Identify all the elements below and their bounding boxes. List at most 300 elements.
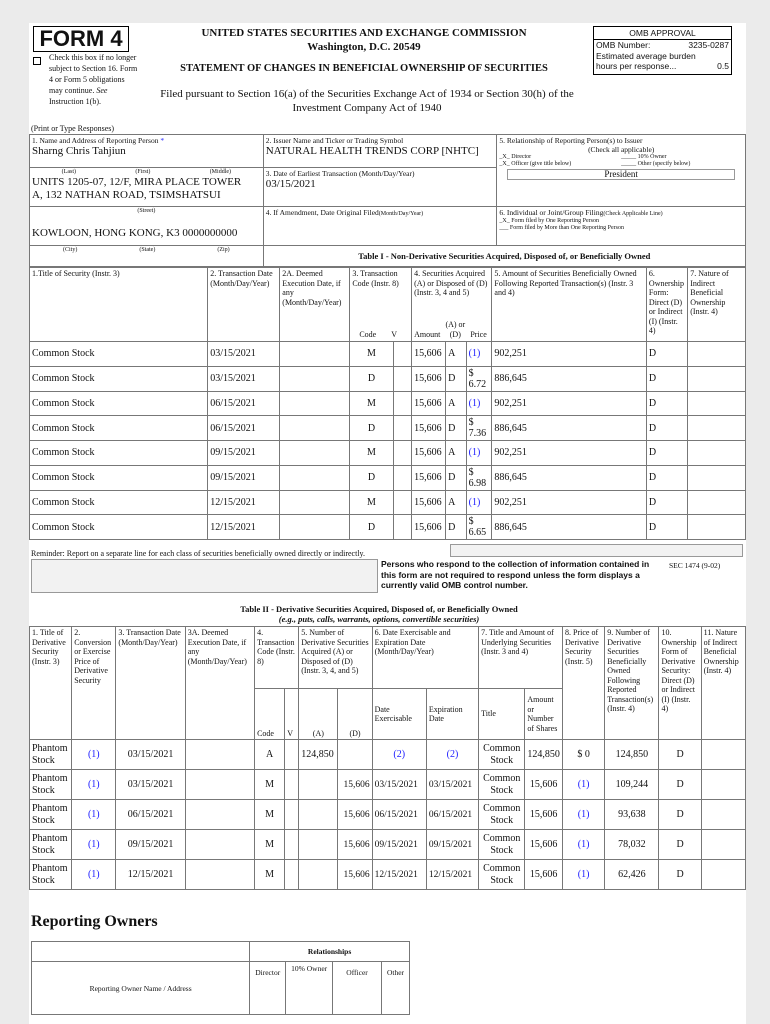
t2-a [299, 800, 338, 830]
omb-number-label: OMB Number: [596, 40, 651, 50]
shaded-box-1 [450, 544, 743, 557]
box6-label: 6. Individual or Joint/Group Filing [499, 207, 604, 217]
t2-conversion [72, 830, 116, 860]
t2-expiration: 03/15/2021 [426, 770, 478, 800]
t1-title: Common Stock [30, 515, 208, 540]
t2-price-footnote-link[interactable]: (1) [577, 808, 590, 820]
table2-subtitle: (e.g., puts, calls, warrants, options, convertible securities) [278, 614, 480, 624]
section16-note-text: Check this box if no longer subject to Section 16. Form 4 or Form 5 obligations may continue. [49, 53, 138, 95]
t2-d: 15,606 [338, 770, 372, 800]
t1-v [393, 515, 412, 540]
t2-deemed [185, 830, 254, 860]
t2-nature [701, 830, 745, 860]
t1-title: Common Stock [30, 366, 208, 391]
box4-format: (Month/Day/Year) [378, 210, 424, 217]
t1-amount: 15,606 [412, 441, 446, 466]
t1-row [30, 441, 746, 466]
first-label: (First) [135, 168, 151, 175]
t2-row [30, 830, 746, 860]
t1-h-title: 1.Title of Security (Instr. 3) [30, 268, 208, 342]
t1-form: D [646, 342, 687, 367]
box-6 [497, 206, 746, 245]
t2-expiration: 06/15/2021 [426, 800, 478, 830]
t2-date: 09/15/2021 [116, 830, 185, 860]
t2-d-col: (D) [338, 689, 372, 740]
t2-row [30, 800, 746, 830]
zip-label: (Zip) [217, 246, 230, 253]
t1-code: M [350, 342, 393, 367]
t1-form: D [646, 366, 687, 391]
t2-h-nature: 11. Nature of Indirect Beneficial Ownership (Instr. 4) [701, 627, 745, 740]
omb-hours-row [594, 61, 731, 72]
t2-h-exercisable: 6. Date Exercisable and Expiration Date (Month/Day/Year) [372, 627, 479, 689]
t1-v [393, 441, 412, 466]
t1-price [466, 490, 492, 515]
t2-h-price: 8. Price of Derivative Security (Instr. 5) [563, 627, 605, 740]
t2-owned: 62,426 [605, 860, 659, 890]
t2-underlying-title: Common Stock [479, 740, 525, 770]
t2-deemed [185, 800, 254, 830]
t2-conversion-footnote-link[interactable]: (1) [87, 868, 100, 880]
t2-row [30, 860, 746, 890]
t1-price-footnote-link[interactable]: (1) [468, 496, 481, 508]
t2-price-footnote-link[interactable]: (1) [577, 778, 590, 790]
t1-deemed [280, 465, 350, 490]
t1-body [30, 342, 746, 540]
other-option: _____ Other (specify below) [621, 161, 691, 167]
t1-date: 03/15/2021 [208, 366, 280, 391]
owners-blank [32, 942, 250, 962]
box6-note: (Check Applicable Line) [603, 210, 663, 217]
t1-h-owned: 5. Amount of Securities Beneficially Owned Following Reported Transaction(s) (Instr. 3 and 4) [492, 268, 647, 342]
t1-deemed [280, 366, 350, 391]
box-1 [30, 135, 264, 168]
t2-form: D [659, 800, 701, 830]
relationships-header: Relationships [250, 942, 410, 962]
t1-ad: D [446, 465, 467, 490]
box6-option-2: ___ Form filed by More than One Reporting Person [499, 224, 625, 231]
t2-code-col: Code [255, 689, 285, 740]
t2-h-deemed: 3A. Deemed Execution Date, if any (Month/Day/Year) [185, 627, 254, 740]
t2-a [299, 830, 338, 860]
t1-v [393, 465, 412, 490]
t2-date: 03/15/2021 [116, 770, 185, 800]
t1-owned: 902,251 [492, 441, 647, 466]
t1-price-footnote-link[interactable]: (1) [468, 348, 481, 360]
box5-row1 [499, 154, 743, 161]
t2-h-underlying: 7. Title and Amount of Underlying Securities (Instr. 3 and 4) [479, 627, 563, 689]
t1-form: D [646, 490, 687, 515]
t1-title: Common Stock [30, 465, 208, 490]
agency-city: Washington, D.C. 20549 [307, 41, 421, 53]
t2-price [563, 860, 605, 890]
t1-code: M [350, 391, 393, 416]
t2-date: 03/15/2021 [116, 740, 185, 770]
t1-date: 03/15/2021 [208, 342, 280, 367]
t2-v-col: V [285, 689, 299, 740]
form-page [29, 23, 746, 1024]
t1-amount: 15,606 [412, 416, 446, 441]
t1-owned: 886,645 [492, 515, 647, 540]
box1-label: 1. Name and Address of Reporting Person [32, 136, 159, 145]
agency-name: UNITED STATES SECURITIES AND EXCHANGE COMMISSION [201, 27, 527, 39]
t2-date-exercisable: 06/15/2021 [372, 800, 426, 830]
t2-form: D [659, 830, 701, 860]
box2-label: 2. Issuer Name and Ticker or Trading Symbol [265, 136, 404, 145]
box5-check: (Check all applicable) [588, 145, 655, 154]
t1-form: D [646, 441, 687, 466]
t2-h-form: 10. Ownership Form of Derivative Security: Direct (D) or Indirect (I) (Instr. 4) [659, 627, 701, 740]
t1-nature [688, 391, 746, 416]
t2-conversion-footnote-link[interactable]: (1) [87, 838, 100, 850]
t2-row [30, 770, 746, 800]
t2-price-footnote-link[interactable]: (1) [577, 838, 590, 850]
t1-row [30, 416, 746, 441]
t2-exercisable-footnote-link[interactable]: (2) [393, 748, 406, 760]
table2-title-line1: Table II - Derivative Securities Acquired, Disposed of, or Beneficially Owned [240, 604, 518, 614]
t1-price [466, 391, 492, 416]
box5-row2 [499, 161, 743, 168]
t2-expiration: 12/15/2021 [426, 860, 478, 890]
state-label: (State) [139, 246, 156, 253]
omb-burden-label: Estimated average burden [596, 50, 696, 61]
t1-amount: 15,606 [412, 490, 446, 515]
t1-h-code-sub [359, 330, 397, 340]
omb-number-row [594, 40, 731, 51]
t2-date-exercisable-col: Date Exercisable [372, 689, 426, 740]
t2-price-footnote-link[interactable]: (1) [577, 868, 590, 880]
t1-v-col: V [391, 329, 397, 339]
city-labels-cell [30, 245, 264, 266]
filed-pursuant: Filed pursuant to Section 16(a) of the Securities Exchange Act of 1934 or Section 30(h) of the Investment Company Act of 1940 [160, 88, 574, 114]
t2-v [285, 830, 299, 860]
t1-row [30, 465, 746, 490]
t2-title: Phantom Stock [30, 740, 72, 770]
omb-burden-row [594, 51, 731, 62]
t2-v [285, 740, 299, 770]
reminder-text: Reminder: Report on a separate line for each class of securities beneficially owned directly or indirectly. [31, 549, 366, 558]
t1-date: 06/15/2021 [208, 391, 280, 416]
t2-form: D [659, 770, 701, 800]
t2-nature [701, 770, 745, 800]
t1-amount: 15,606 [412, 366, 446, 391]
t2-conversion [72, 800, 116, 830]
t2-shares: 15,606 [525, 770, 563, 800]
t2-h-date: 3. Transaction Date (Month/Day/Year) [116, 627, 185, 740]
name-parts-labels [32, 169, 261, 176]
t2-h-number: 5. Number of Derivative Securities Acquired (A) or Disposed of (D) (Instr. 3, 4, and 5) [299, 627, 372, 689]
t1-price [466, 441, 492, 466]
t2-date: 06/15/2021 [116, 800, 185, 830]
t1-price [466, 366, 492, 391]
t2-title: Phantom Stock [30, 770, 72, 800]
t2-conversion [72, 860, 116, 890]
omb-control-notice: Persons who respond to the collection of information contained in this form are not required to respond unless the form displays a currently valid OMB control number. [381, 559, 650, 590]
t2-price-value: $ 0 [577, 748, 590, 760]
t2-conversion [72, 740, 116, 770]
t1-h-acquired-label: 4. Securities Acquired (A) or Disposed of (D) (Instr. 3, 4 and 5) [414, 269, 488, 297]
director-option: _X_ Director [499, 154, 532, 160]
t2-expiration-col: Expiration Date [426, 689, 478, 740]
reporting-info-table [29, 134, 746, 267]
earliest-transaction-date: 03/15/2021 [265, 177, 316, 190]
t2-h-title: 1. Title of Derivative Security (Instr. 3) [30, 627, 72, 740]
t2-code: M [255, 830, 285, 860]
t2-date-exercisable [372, 740, 426, 770]
t1-form: D [646, 465, 687, 490]
t1-deemed [280, 441, 350, 466]
t1-owned: 902,251 [492, 391, 647, 416]
omb-hours-value: 0.5 [717, 61, 729, 71]
form-number: FORM 4 [33, 26, 129, 52]
t2-underlying-title: Common Stock [479, 830, 525, 860]
t1-row [30, 490, 746, 515]
t2-price [563, 770, 605, 800]
box1-footnote-link[interactable]: * [160, 136, 165, 145]
t2-price [563, 740, 605, 770]
t1-row [30, 391, 746, 416]
t1-date: 12/15/2021 [208, 515, 280, 540]
reporting-owners-table [31, 941, 410, 1015]
omb-hours-label: hours per response... [596, 61, 677, 71]
print-note: (Print or Type Responses) [31, 124, 115, 133]
t1-title: Common Stock [30, 391, 208, 416]
t1-price-value: $ 6.98 [468, 466, 487, 489]
t1-ad: A [446, 391, 467, 416]
sec-code: SEC 1474 (9-02) [669, 561, 721, 570]
box-2 [263, 135, 497, 168]
t2-expiration: 09/15/2021 [426, 830, 478, 860]
t2-conversion [72, 770, 116, 800]
t2-date: 12/15/2021 [116, 860, 185, 890]
t2-nature [701, 860, 745, 890]
ten-percent-header: 10% Owner [286, 962, 333, 1015]
t2-title: Phantom Stock [30, 800, 72, 830]
see-text: See [96, 86, 108, 95]
t2-nature [701, 740, 745, 770]
t1-code-col: Code [359, 329, 377, 339]
t2-d: 15,606 [338, 830, 372, 860]
t1-nature [688, 465, 746, 490]
t1-owned: 886,645 [492, 416, 647, 441]
t1-price-col: Price [470, 329, 487, 339]
table-2 [29, 626, 746, 890]
section16-checkbox[interactable] [33, 57, 41, 65]
t2-date-exercisable: 03/15/2021 [372, 770, 426, 800]
t2-deemed [185, 770, 254, 800]
t2-v [285, 800, 299, 830]
t1-date: 09/15/2021 [208, 465, 280, 490]
t1-nature [688, 490, 746, 515]
t1-deemed [280, 490, 350, 515]
t2-a: 124,850 [299, 740, 338, 770]
t1-h-deemed: 2A. Deemed Execution Date, if any (Month/Day/Year) [280, 268, 350, 342]
box-3 [263, 167, 497, 206]
t2-code: M [255, 800, 285, 830]
t1-date: 06/15/2021 [208, 416, 280, 441]
t1-ad: A [446, 342, 467, 367]
middle-label: (Middle) [209, 168, 232, 175]
t1-price [466, 342, 492, 367]
t2-shares: 124,850 [525, 740, 563, 770]
t2-date-exercisable: 12/15/2021 [372, 860, 426, 890]
t1-row [30, 515, 746, 540]
t2-form: D [659, 740, 701, 770]
t1-amount: 15,606 [412, 465, 446, 490]
t2-price [563, 830, 605, 860]
t2-v [285, 860, 299, 890]
t1-price [466, 465, 492, 490]
t1-nature [688, 441, 746, 466]
city-labels [32, 247, 261, 254]
t2-d [338, 740, 372, 770]
t1-v [393, 342, 412, 367]
omb-number-value: 3235-0287 [688, 40, 729, 50]
t2-shares: 15,606 [525, 800, 563, 830]
officer-header: Officer [333, 962, 382, 1015]
t1-ad: D [446, 416, 467, 441]
t2-owned: 78,032 [605, 830, 659, 860]
t1-price-value: $ 7.36 [468, 417, 487, 439]
t2-underlying-title: Common Stock [479, 770, 525, 800]
t1-h-acquired [412, 268, 492, 342]
t2-a [299, 860, 338, 890]
t1-code: D [350, 416, 393, 441]
t1-nature [688, 416, 746, 441]
t1-form: D [646, 391, 687, 416]
t1-v [393, 416, 412, 441]
other-header: Other [382, 962, 410, 1015]
t2-d: 15,606 [338, 860, 372, 890]
t1-amount: 15,606 [412, 391, 446, 416]
t1-row [30, 366, 746, 391]
table2-title [129, 604, 629, 624]
last-label: (Last) [61, 168, 76, 175]
t1-code: D [350, 465, 393, 490]
t2-owned: 109,244 [605, 770, 659, 800]
t2-row [30, 740, 746, 770]
t1-h-acquired-sub [414, 320, 487, 339]
t1-code: M [350, 490, 393, 515]
t2-conversion-footnote-link[interactable]: (1) [87, 808, 100, 820]
omb-approval-box [593, 26, 732, 75]
t2-h-owned: 9. Number of Derivative Securities Beneficially Owned Following Reported Transaction(s) (Instr. 4) [605, 627, 659, 740]
box5-label: 5. Relationship of Reporting Person(s) to Issuer [499, 136, 643, 145]
t1-title: Common Stock [30, 342, 208, 367]
t1-owned: 886,645 [492, 465, 647, 490]
t1-h-code [350, 268, 412, 342]
t2-deemed [185, 740, 254, 770]
city-label: (City) [63, 246, 78, 253]
t2-h-code: 4. Transaction Code (Instr. 8) [255, 627, 299, 689]
t1-nature [688, 342, 746, 367]
street-label: (Street) [137, 207, 156, 214]
statement-title: STATEMENT OF CHANGES IN BENEFICIAL OWNERSHIP OF SECURITIES [180, 63, 548, 74]
t1-form: D [646, 515, 687, 540]
address-line-2: A, 132 NATHAN ROAD, TSIMSHATSUI [32, 188, 221, 201]
t2-owned: 93,638 [605, 800, 659, 830]
t2-expiration-footnote-link[interactable]: (2) [446, 748, 459, 760]
t1-ad: D [446, 515, 467, 540]
t2-a-col: (A) [299, 689, 338, 740]
t2-underlying-title: Common Stock [479, 800, 525, 830]
t1-row [30, 342, 746, 367]
t1-date: 12/15/2021 [208, 490, 280, 515]
issuer-name: NATURAL HEALTH TRENDS CORP [NHTC] [265, 145, 479, 157]
t2-price [563, 800, 605, 830]
t2-owned: 124,850 [605, 740, 659, 770]
t1-title: Common Stock [30, 490, 208, 515]
t2-shares: 15,606 [525, 830, 563, 860]
t1-h-date: 2. Transaction Date (Month/Day/Year) [208, 268, 280, 342]
box6-option-1: _X_ Form filed by One Reporting Person [499, 217, 600, 224]
t2-shares: 15,606 [525, 860, 563, 890]
reporting-person-name: Sharng Chris Tahjiun [32, 145, 126, 157]
t1-deemed [280, 391, 350, 416]
t2-code: M [255, 860, 285, 890]
section16-note [49, 52, 139, 107]
box-1-address [30, 167, 264, 206]
ten-percent-option: _____ 10% Owner [621, 154, 667, 160]
t1-price-footnote-link[interactable]: (1) [468, 447, 481, 459]
t1-price [466, 515, 492, 540]
t1-title: Common Stock [30, 441, 208, 466]
table1-title: Table I - Non-Derivative Securities Acquired, Disposed of, or Beneficially Owned [263, 245, 745, 266]
t2-conversion-footnote-link[interactable]: (1) [87, 748, 100, 760]
t1-amount-col: Amount [414, 329, 441, 339]
table-1 [29, 267, 746, 540]
t2-h-conversion: 2. Conversion or Exercise Price of Derivative Security [72, 627, 116, 740]
t1-owned: 886,645 [492, 366, 647, 391]
t1-code: D [350, 515, 393, 540]
t2-title: Phantom Stock [30, 860, 72, 890]
owner-name-header: Reporting Owner Name / Address [32, 962, 250, 1015]
box-1-city [30, 206, 264, 245]
t1-deemed [280, 515, 350, 540]
t1-title: Common Stock [30, 416, 208, 441]
agency-header [199, 26, 529, 54]
t2-code: M [255, 770, 285, 800]
t1-code: D [350, 366, 393, 391]
t2-code: A [255, 740, 285, 770]
t1-v [393, 366, 412, 391]
t2-deemed [185, 860, 254, 890]
address-line-1: UNITS 1205-07, 12/F, MIRA PLACE TOWER [32, 175, 242, 188]
officer-title: President [507, 169, 735, 180]
shaded-box-2 [31, 559, 378, 593]
officer-option: _X_ Officer (give title below) [499, 161, 572, 167]
t2-expiration [426, 740, 478, 770]
t1-date: 09/15/2021 [208, 441, 280, 466]
director-header: Director [250, 962, 286, 1015]
t1-owned: 902,251 [492, 490, 647, 515]
t1-nature [688, 366, 746, 391]
t1-deemed [280, 342, 350, 367]
t1-v [393, 490, 412, 515]
t1-form: D [646, 416, 687, 441]
t2-a [299, 770, 338, 800]
box-5 [497, 135, 746, 207]
t1-price-footnote-link[interactable]: (1) [468, 397, 481, 409]
omb-title: OMB APPROVAL [594, 27, 731, 40]
t2-form: D [659, 860, 701, 890]
city-state-zip: KOWLOON, HONG KONG, K3 0000000000 [32, 226, 238, 239]
t1-price-value: $ 6.72 [468, 367, 487, 390]
t2-conversion-footnote-link[interactable]: (1) [87, 778, 100, 790]
t2-body [30, 740, 746, 890]
t1-h-code-label: 3. Transaction Code (Instr. 8) [352, 269, 399, 288]
t2-d: 15,606 [338, 800, 372, 830]
